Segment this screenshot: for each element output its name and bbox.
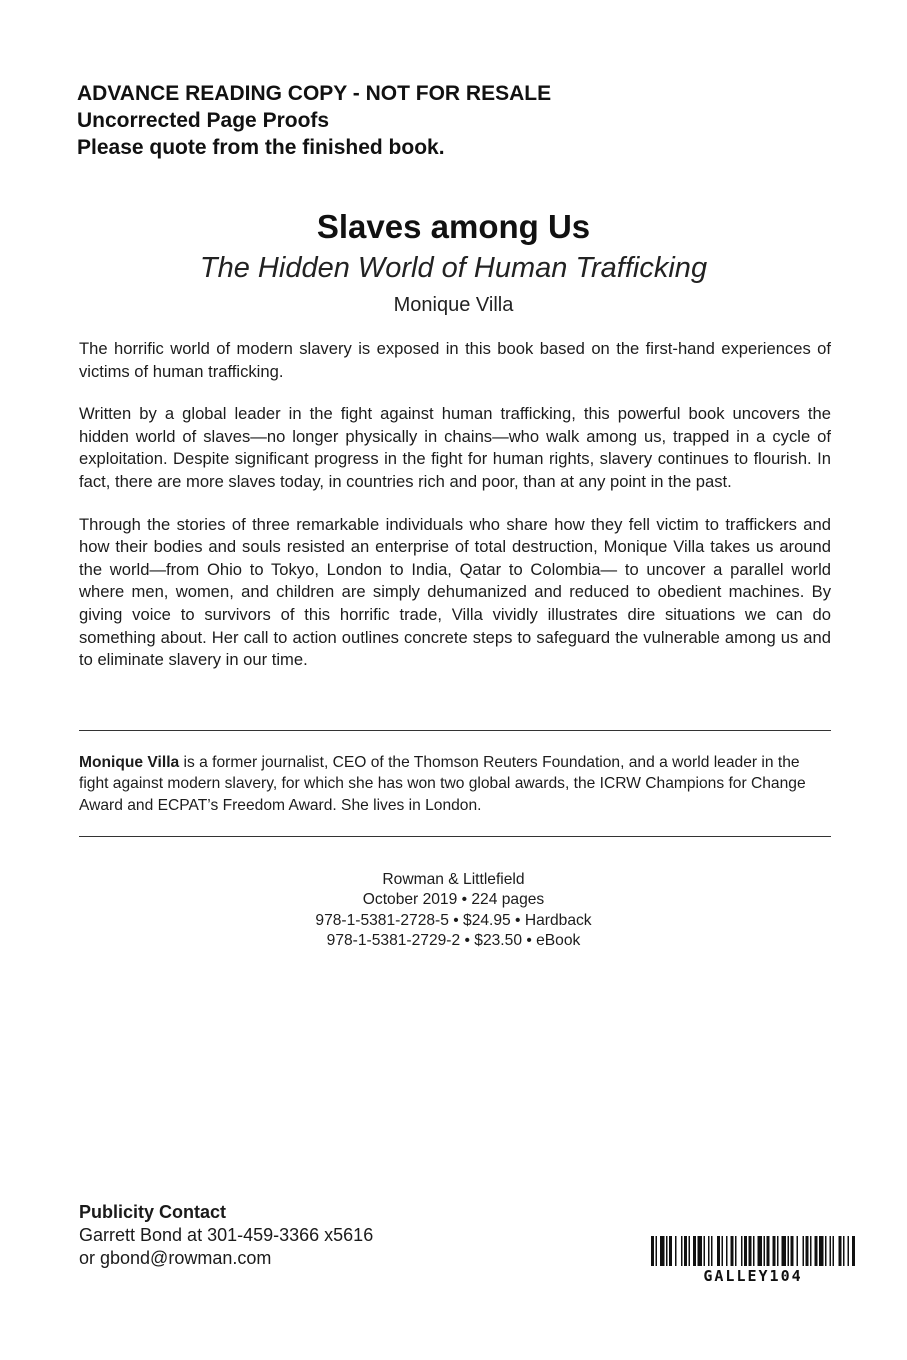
barcode-bar (815, 1236, 818, 1266)
notice-line-proofs: Uncorrected Page Proofs (77, 109, 330, 132)
bio-text: is a former journalist, CEO of the Thomson Reuters Foundation, and a world leader in the fight against modern slavery, for which she has won two global awards, the ICRW Champions for Change Award and ECPAT’s Freedom Award. She lives in London. (79, 754, 806, 814)
notice-line-quote: Please quote from the finished book. (77, 136, 445, 159)
book-description (79, 338, 831, 692)
barcode-bar (681, 1236, 683, 1266)
proof-notice (77, 80, 551, 161)
notice-line-resale: ADVANCE READING COPY - NOT FOR RESALE (77, 82, 552, 105)
barcode-bar (704, 1236, 706, 1266)
barcode-bar (689, 1236, 691, 1266)
barcode-bar (722, 1236, 724, 1266)
book-subtitle: The Hidden World of Human Trafficking (199, 252, 708, 284)
barcode-bar (684, 1236, 687, 1266)
barcode-bar (810, 1236, 812, 1266)
barcode-bar (741, 1236, 743, 1266)
publicity-contact (79, 1201, 373, 1270)
barcode-bar (711, 1236, 713, 1266)
barcode-bar (656, 1236, 658, 1266)
barcode-bar (825, 1236, 827, 1266)
barcode-bar (833, 1236, 835, 1266)
barcode-bar (651, 1236, 654, 1266)
title-block (0, 206, 907, 320)
barcode-bar (717, 1236, 720, 1266)
barcode-bar (660, 1236, 665, 1266)
barcode-bar (803, 1236, 805, 1266)
barcode-bar (797, 1236, 799, 1266)
galley-barcode (651, 1236, 855, 1285)
barcode-bar (773, 1236, 776, 1266)
contact-heading: Publicity Contact (79, 1202, 227, 1222)
description-paragraph: Written by a global leader in the fight against human trafficking, this powerful book uncovers the hidden world of slaves—no longer physically in chains—who walk among us, trapped in a cycle of exploitation. Despite significant progress in the fight for human rights, slavery continues to flourish. In fact, there are more slaves today, in countries rich and poor, than at any point in the past. (79, 404, 831, 491)
publisher: Rowman & Littlefield (382, 871, 525, 888)
barcode-bar (698, 1236, 703, 1266)
barcode-bar (806, 1236, 809, 1266)
barcode-icon (651, 1236, 855, 1266)
bio-author-name: Monique Villa (79, 754, 180, 771)
divider-bottom (79, 836, 831, 837)
isbn-ebook: 978-1-5381-2729-2 • $23.50 • eBook (326, 932, 581, 950)
book-title: Slaves among Us (316, 208, 591, 245)
barcode-bar (666, 1236, 668, 1266)
barcode-bar (758, 1236, 763, 1266)
book-author: Monique Villa (393, 294, 514, 316)
barcode-bar (726, 1236, 728, 1266)
barcode-bar (669, 1236, 672, 1266)
publication-info (0, 870, 907, 952)
isbn-hardback: 978-1-5381-2728-5 • $24.95 • Hardback (315, 911, 592, 929)
barcode-bar (819, 1236, 824, 1266)
barcode-bar (731, 1236, 734, 1266)
barcode-bar (777, 1236, 779, 1266)
barcode-bar (843, 1236, 845, 1266)
divider-top (79, 730, 831, 731)
barcode-bar (764, 1236, 766, 1266)
barcode-label: GALLEY104 (703, 1267, 803, 1285)
barcode-bar (675, 1236, 677, 1266)
barcode-bar (830, 1236, 832, 1266)
barcode-bar (848, 1236, 850, 1266)
barcode-bar (852, 1236, 855, 1266)
barcode-bar (749, 1236, 752, 1266)
barcode-bar (708, 1236, 710, 1266)
barcode-bar (782, 1236, 787, 1266)
barcode-bar (839, 1236, 842, 1266)
barcode-bar (791, 1236, 794, 1266)
description-paragraph: Through the stories of three remarkable individuals who share how they fell victim to traffickers and how their bodies and souls resisted an enterprise of total destruction, Monique Villa takes us around the world—from Ohio to Tokyo, London to India, Qatar to Colombia— to uncover a parallel world where men, women, and children are simply dehumanized and reduced to obedient machines. By giving voice to survivors of this horrific trade, Villa vividly illustrates dire situations we can do something about. Her call to action outlines concrete steps to safeguard the vulnerable among us and to eliminate slavery in our time. (79, 514, 831, 670)
barcode-bar (788, 1236, 790, 1266)
barcode-bar (735, 1236, 737, 1266)
barcode-bar (693, 1236, 696, 1266)
barcode-bar (753, 1236, 755, 1266)
barcode-bar (767, 1236, 770, 1266)
contact-email: or gbond@rowman.com (79, 1248, 272, 1268)
barcode-bar (744, 1236, 747, 1266)
description-paragraph: The horrific world of modern slavery is exposed in this book based on the first-hand experiences of victims of human trafficking. (79, 339, 831, 381)
contact-phone: Garrett Bond at 301-459-3366 x5616 (79, 1225, 374, 1245)
publication-date-pages: October 2019 • 224 pages (362, 891, 545, 909)
author-bio (79, 752, 831, 816)
